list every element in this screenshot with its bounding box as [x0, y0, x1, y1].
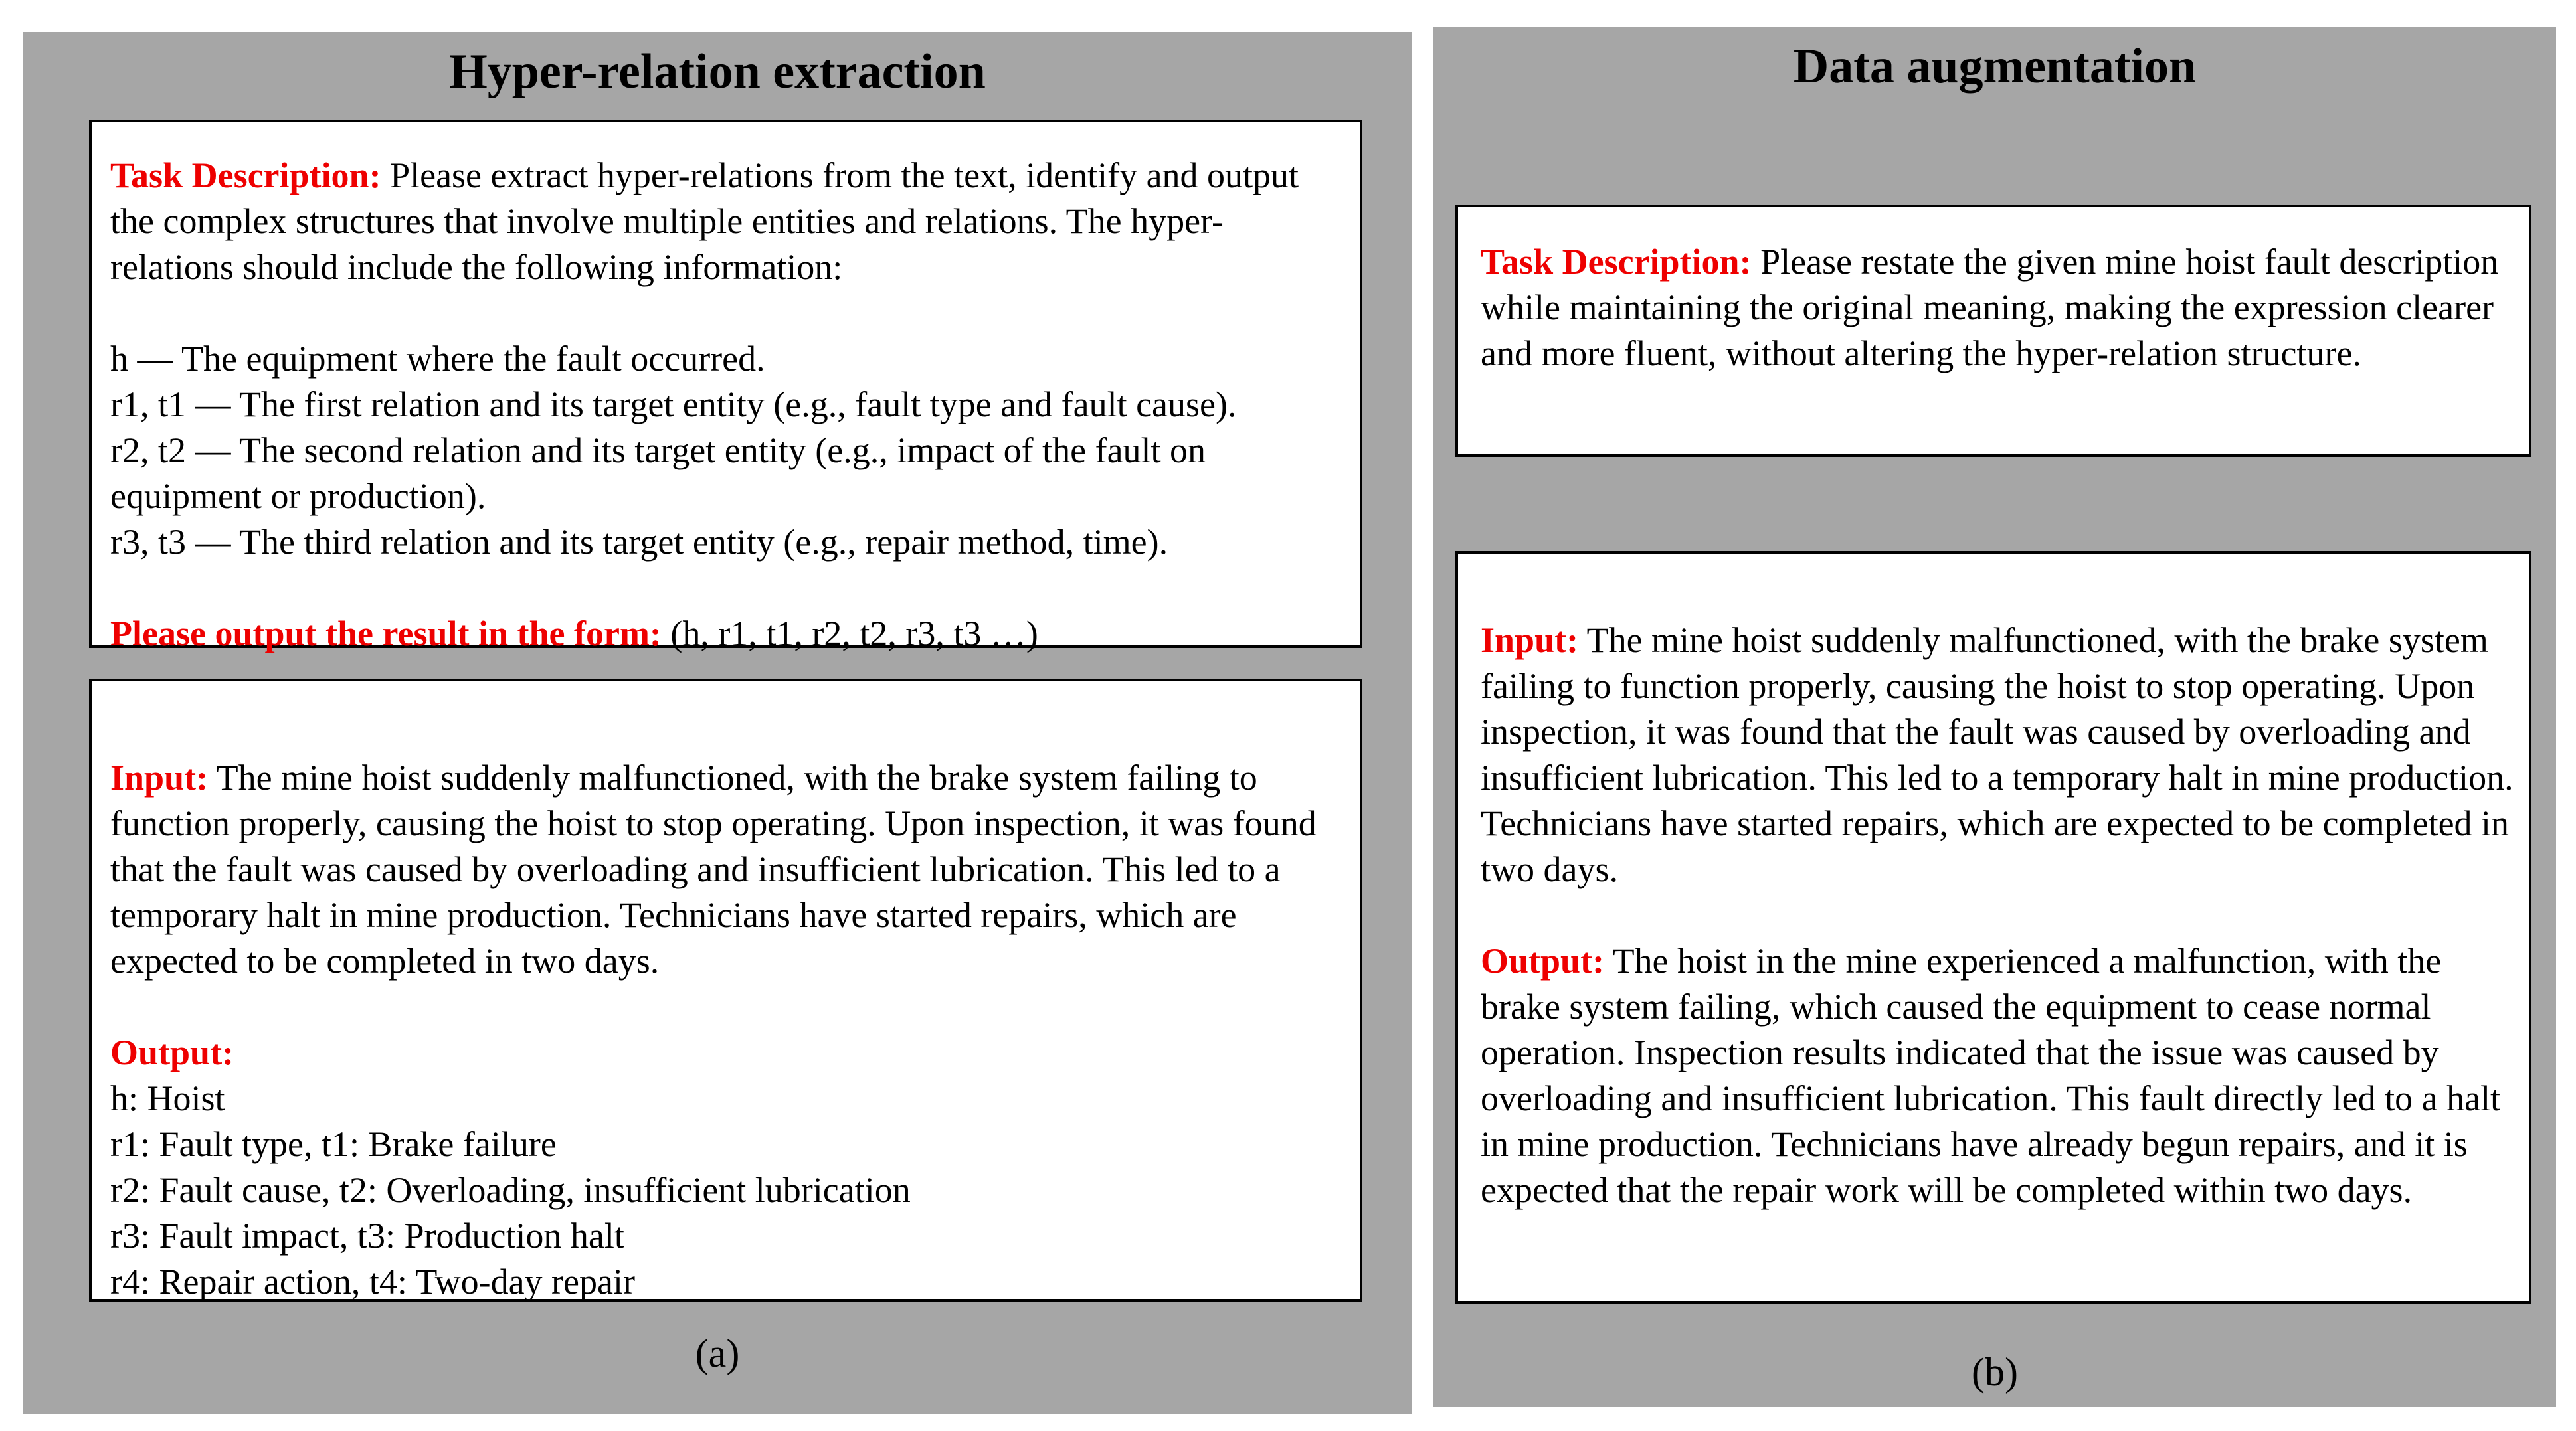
task-description-text: Please restate the given mine hoist fault description while maintaining the original meaning, making the expression clearer and more fluent, without altering the hyper-relation structure. — [1481, 242, 2499, 373]
data-augmentation-panel — [1433, 27, 2556, 1407]
extraction-task-box — [89, 120, 1362, 653]
panel-a-caption: (a) — [695, 1331, 740, 1375]
field-r3-t3: r3, t3 — The third relation and its target entity (e.g., repair method, time). — [110, 522, 1168, 562]
augmentation-input — [1481, 618, 2517, 892]
input-label: Input: — [110, 758, 209, 798]
panel-b-caption: (b) — [1972, 1350, 2018, 1394]
output-label: Output: — [110, 1033, 234, 1072]
task-description-label: Task Description: — [1481, 242, 1752, 282]
field-h: h — The equipment where the fault occurred. — [110, 339, 765, 379]
hyper-relation-extraction-panel — [23, 32, 1412, 1414]
output-line-r4: r4: Repair action, t4: Two-day repair — [110, 1262, 635, 1302]
panel-a-title: Hyper-relation extraction — [449, 44, 986, 99]
output-format — [110, 611, 1343, 657]
extraction-input — [110, 755, 1343, 984]
output-line-r3: r3: Fault impact, t3: Production halt — [110, 1216, 624, 1256]
augmentation-example-box — [1455, 551, 2531, 1304]
output-format-text: (h, r1, t1, r2, t2, r3, t3 …) — [661, 614, 1038, 653]
augmentation-output — [1481, 938, 2517, 1213]
extraction-task-description — [110, 153, 1343, 290]
output-line-r2: r2: Fault cause, t2: Overloading, insufficient lubrication — [110, 1170, 911, 1210]
extraction-example-box — [89, 679, 1362, 1302]
output-line-h: h: Hoist — [110, 1078, 225, 1118]
augmentation-task-description — [1481, 239, 2516, 377]
task-description-label: Task Description: — [110, 155, 381, 195]
input-text: The mine hoist suddenly malfunctioned, with the brake system failing to function properly, causing the hoist to stop operating. Upon inspection, it was found that the fault was caused by overloading and insufficient lubrication. This led to a temporary halt in mine production. Technicians have started repairs, which are expected to be completed in two days. — [1481, 620, 2514, 889]
output-label: Output: — [1481, 941, 1605, 981]
output-format-label: Please output the result in the form: — [110, 614, 662, 653]
augmentation-task-box — [1455, 205, 2531, 457]
input-label: Input: — [1481, 620, 1579, 660]
field-r1-t1: r1, t1 — The first relation and its target entity (e.g., fault type and fault cause). — [110, 384, 1237, 424]
panel-b-title: Data augmentation — [1793, 39, 2197, 94]
input-text: The mine hoist suddenly malfunctioned, with the brake system failing to function properly, causing the hoist to stop operating. Upon inspection, it was found that the fault was caused by overloading and insufficient lubrication. This led to a temporary halt in mine production. Technicians have started repairs, which are expected to be completed in two days. — [110, 758, 1317, 981]
task-description-text: Please extract hyper-relations from the text, identify and output the complex structures that involve multiple entities and relations. The hyper-relations should include the following information: — [110, 155, 1299, 287]
output-line-r1: r1: Fault type, t1: Brake failure — [110, 1124, 557, 1164]
output-text: The hoist in the mine experienced a malfunction, with the brake system failing, which caused the equipment to cease normal operation. Inspection results indicated that the issue was caused by overloading and insufficient lubrication. This fault directly led to a halt in mine production. Technicians have already begun repairs, and it is expected that the repair work will be completed within two days. — [1481, 941, 2501, 1210]
field-r2-t2: r2, t2 — The second relation and its target entity (e.g., impact of the fault on equipment or production). — [110, 430, 1206, 516]
